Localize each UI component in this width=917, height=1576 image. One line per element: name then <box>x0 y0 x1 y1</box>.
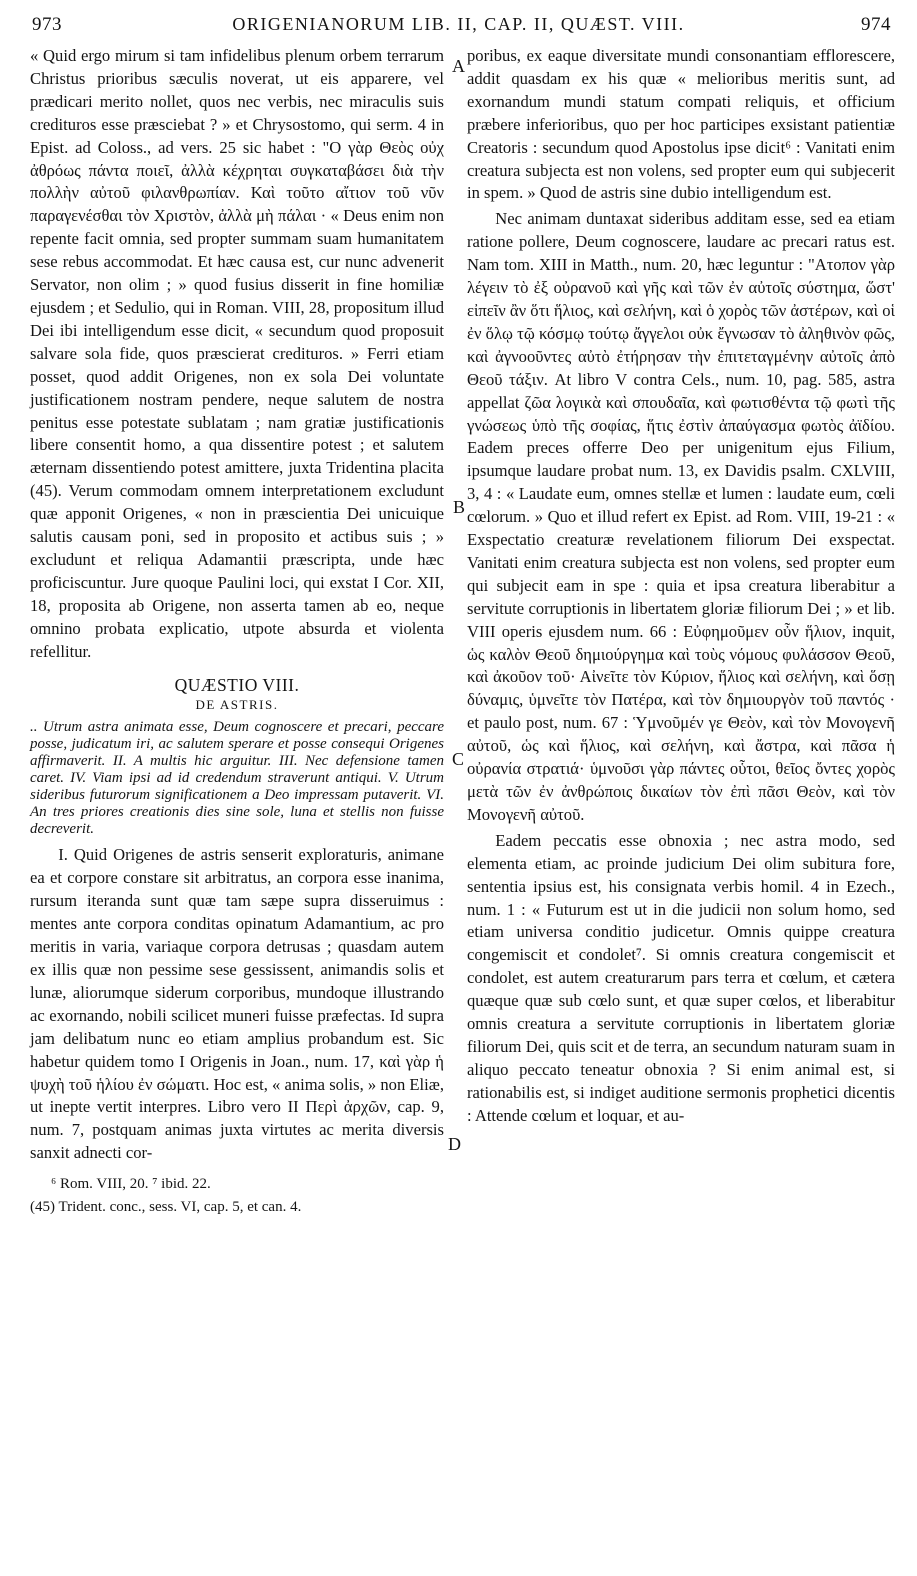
right-paragraph-2: Nec animam duntaxat sideribus additam esse, sed ea etiam ratione pollere, Deum cognoscere, laudare ac precari ratus est. Nam tom. XIII in Matth., num. 20, hæc leguntur : "Ατοπον γὰρ λέγειν τὸ ἐξ οὐρανοῦ καὶ γῆς καὶ τῶν ἐν αὐτοῖς σύστημα, ὥστ' εἰπεῖν ἂν ὅτι ἥλιος, καὶ σελήνη, καὶ ὁ χορὸς τῶν ἀστέρων, καὶ οἱ ἐν ὅλῳ τῷ κόσμῳ τούτῳ ἄγγελοι οὐκ ἔγνωσαν τὸ ἀληθινὸν φῶς, καὶ ἀγνοοῦντες αὐτὸ ἐτήρησαν τὴν ἐπιτεταγμένην αὐτοῖς ἀπὸ Θεοῦ τάξιν. At libro V contra Cels., num. 10, pag. 585, astra appellat ζῶα λογικὰ καὶ σπουδαῖα, καὶ φωτισθέντα τῷ φωτὶ τῆς γνώσεως ὑπὸ τῆς σοφίας, ἥτις ἐστὶν ἀπαύγασμα φωτὸς ἀϊδίου. Eadem preces offerre Deo per unigenitum ejus Filium, ipsumque laudare probat num. 13, ex Davidis psalm. CXLVIII, 3, 4 : « Laudate eum, omnes stellæ et lumen : laudate eum, cœli cœlorum. » Quo et illud refert ex Epist. ad Rom. VIII, 19-21 : « Exspectatio creaturæ revelationem filiorum Dei exspectat. Vanitati enim creatura subjecta est non volens, sed propter eum qui subjecit eam in spe : quia et ipsa creatura liberabitur a servitute corruptionis in libertatem gloriæ filiorum Dei ; » et lib. VIII operis ejusdem num. 66 : Εὐφημοῦμεν οὖν ἥλιον, inquit, ὡς καλὸν Θεοῦ δημιούργημα καὶ τοὺς νόμους φυλάσσον Θεοῦ, καὶ ἀκοῦον τοῦ· Αἰνεῖτε τὸν Κύριον, ἥλιος καὶ σελήνη, καὶ ὅσῃ δύναμις, ὑμνεῖτε τὸν Πατέρα, καὶ τὸν δημιουργὸν τοῦ παντός · et paulo post, num. 67 : Ὑμνοῦμέν γε Θεὸν, καὶ τὸν Μονογενῆ αὐτοῦ, ὡς καὶ ἥλιος, καὶ σελήνη, καὶ ἄστρα, καὶ πᾶσα ἡ οὐρανία στρατιά· ὑμνοῦσι γὰρ πάντες οὗτοι, θεῖος ὄντες χορὸς μετὰ τῶν ἐν ἀνθρώποις δικαίων τὸν ἐπὶ πᾶσι Θεὸν, καὶ τὸν Μονογενῆ αὐτοῦ. <box>467 209 895 824</box>
right-paragraph-1: poribus, ex eaque diversitate mundi consonantiam efflorescere, addit quasdam ex his quæ « melioribus meritis sunt, ad exornandum mundi statum compati reliquis, et officium præbere inferioribus, quo per hoc participes exsistant patientiæ Creatoris : secundum quod Apostolus ipse dicit⁶ : Vanitati enim creatura subjecta est non volens, sed propter eum qui subjecerit in spem. » Quod de astris sine dubio intelligendum est. <box>467 46 895 203</box>
footnote-trident: (45) Trident. conc., sess. VI, cap. 5, et can. 4. <box>30 1199 302 1216</box>
running-header <box>0 14 917 42</box>
margin-letter-a: A <box>452 56 465 76</box>
left-paragraph-1: « Quid ergo mirum si tam infidelibus plenum orbem terrarum Christus prioribus sæculis noverat, ut eis apparere, vel prædicari merito nollet, quos nec verbis, nec miraculis suis credituros esse præsciebat ? » et Chrysostomo, qui serm. 4 in Epist. ad Coloss., ad vers. 25 sic habet : "Ο γὰρ Θεὸς οὐχ ἀθρόως πάντα ποιεῖ, ἀλλὰ κέχρηται συγκαταβάσει διὰ τὴν πολλὴν αὐτοῦ φιλανθρωπίαν. Καὶ τοῦτο αἴτιον τοῦ νῦν παραγενέσθαι τὸν Χριστὸν, ἀλλὰ μὴ πάλαι · « Deus enim non repente facit omnia, sed propter summam suam humanitatem sese rebus accommodat. Et hæc causa est, cur nunc advenerit Servator, non olim ; » quod fusius disserit in fine homiliæ ejusdem ; et Sedulio, qui in Roman. VIII, 28, propositum illud Dei ibi intelligendum esse dicit, « secundum quod proposuit salvare sola fide, quos præscierat credituros. » Ferri etiam posset, quod addit Origenes, non ex sola Dei voluntate justificationem nostram pendere, neque salutem de nostra penitus esse potestate sublatam ; nam gratiæ justificationis libere consentit homo, a qua dissentire potest ; et salutem æternam dissentiendo potest amittere, juxta Tridentina placita (45). Verum commodam omnem interpretationem excludunt quæ apponit Origenes, « non in præscientia Dei unicuique salutis causam poni, sed in proposito et actibus suis ; » excludunt et reliqua Adamantii præscripta, unde hæc proficiscuntur. Jure quoque Paulini loci, qui exstat I Cor. XII, 18, proposita ab Origene, non asserta tamen ab eo, neque omnino probata explicatio, utpote absurda et violenta refellitur. <box>30 46 444 661</box>
left-paragraph-2: I. Quid Origenes de astris senserit exploraturis, animane ea et corpore constare sit arbitratus, an corpora esse inanima, rursum iteranda sunt quæ tam sæpe supra disseruimus : mentes ante corpora conditas opinatum Adamantium, ac pro meritis in varia, variaque corpora detrusas ; quasdam autem ex illis quæ non pessime sese gessissent, animandis solis et lunæ, aliorumque siderum corporibus, mundoque illustrando ac exornando, nobili scilicet muneri fuisse præfectas. Id supra jam delibatum nunc eo etiam amplius probandum est. Sic habetur quidem tomo I Origenis in Joan., num. 17, καὶ γὰρ ἡ ψυχὴ τοῦ ἡλίου ἐν σώματι. Hoc est, « anima solis, » non Eliæ, ut inepte vertit interpres. Libro vero II Περὶ ἀρχῶν, cap. 9, num. 7, postquam animas juxta virtutes ac merita diversis sanxit adnecti cor- <box>30 845 444 1163</box>
page-number-left: 973 <box>32 14 62 35</box>
question-summary: .. Utrum astra animata esse, Deum cognoscere et precari, peccare posse, judicatum iri, ac salutem sperare et posse consequi Origenes affirmaverit. II. A multis hic arguitur. III. Nec defensione tamen caret. IV. Viam ipsi ad id credendum straverunt antiqui. V. Utrum sideribus futurorum significationem a Deo impressam putaverit. VI. An tres priores creationis dies sine sole, luna et stellis non fuisse decreverit. <box>30 719 444 838</box>
margin-letter-b: B <box>453 497 466 517</box>
question-title: QUÆSTIO VIII. <box>174 675 300 696</box>
left-column <box>30 45 444 1217</box>
margin-letter-c: C <box>452 749 465 769</box>
running-title: ORIGENIANORUM LIB. II, CAP. II, QUÆST. VIII. <box>232 14 685 34</box>
footnote-scripture: ⁶ Rom. VIII, 20. ⁷ ibid. 22. <box>51 1176 211 1193</box>
question-subtitle: DE ASTRIS. <box>195 697 279 713</box>
right-paragraph-3: Eadem peccatis esse obnoxia ; nec astra modo, sed elementa etiam, ac proinde judicium Dei olim subitura fore, sententia ipsius est, his consignata verbis homil. 4 in Ezech., num. 1 : « Futurum est ut in die judicii non solum homo, sed etiam universa conditio judicetur. Omnis quippe creatura congemiscit et condolet⁷. Si omnis creatura congemiscit et condolet, est autem creaturarum pars terra et cœlum, et cætera quæque quæ sub cœlo sunt, et quæ super cœlos, et liberabitur omnis creatura a servitute corruptionis in libertatem gloriæ filiorum Dei, quis scit et de terra, an secundum naturam suam in aliquo peccato teneatur obnoxia ? Si enim animal est, si rationabilis est, si indiget auditione sermonis prophetici dicentis : Attende cœlum et loquar, et au- <box>467 830 895 1125</box>
page-number-right: 974 <box>861 14 891 35</box>
margin-letter-d: D <box>448 1134 461 1154</box>
right-column <box>467 45 895 1128</box>
footnote-divider <box>30 1169 444 1170</box>
